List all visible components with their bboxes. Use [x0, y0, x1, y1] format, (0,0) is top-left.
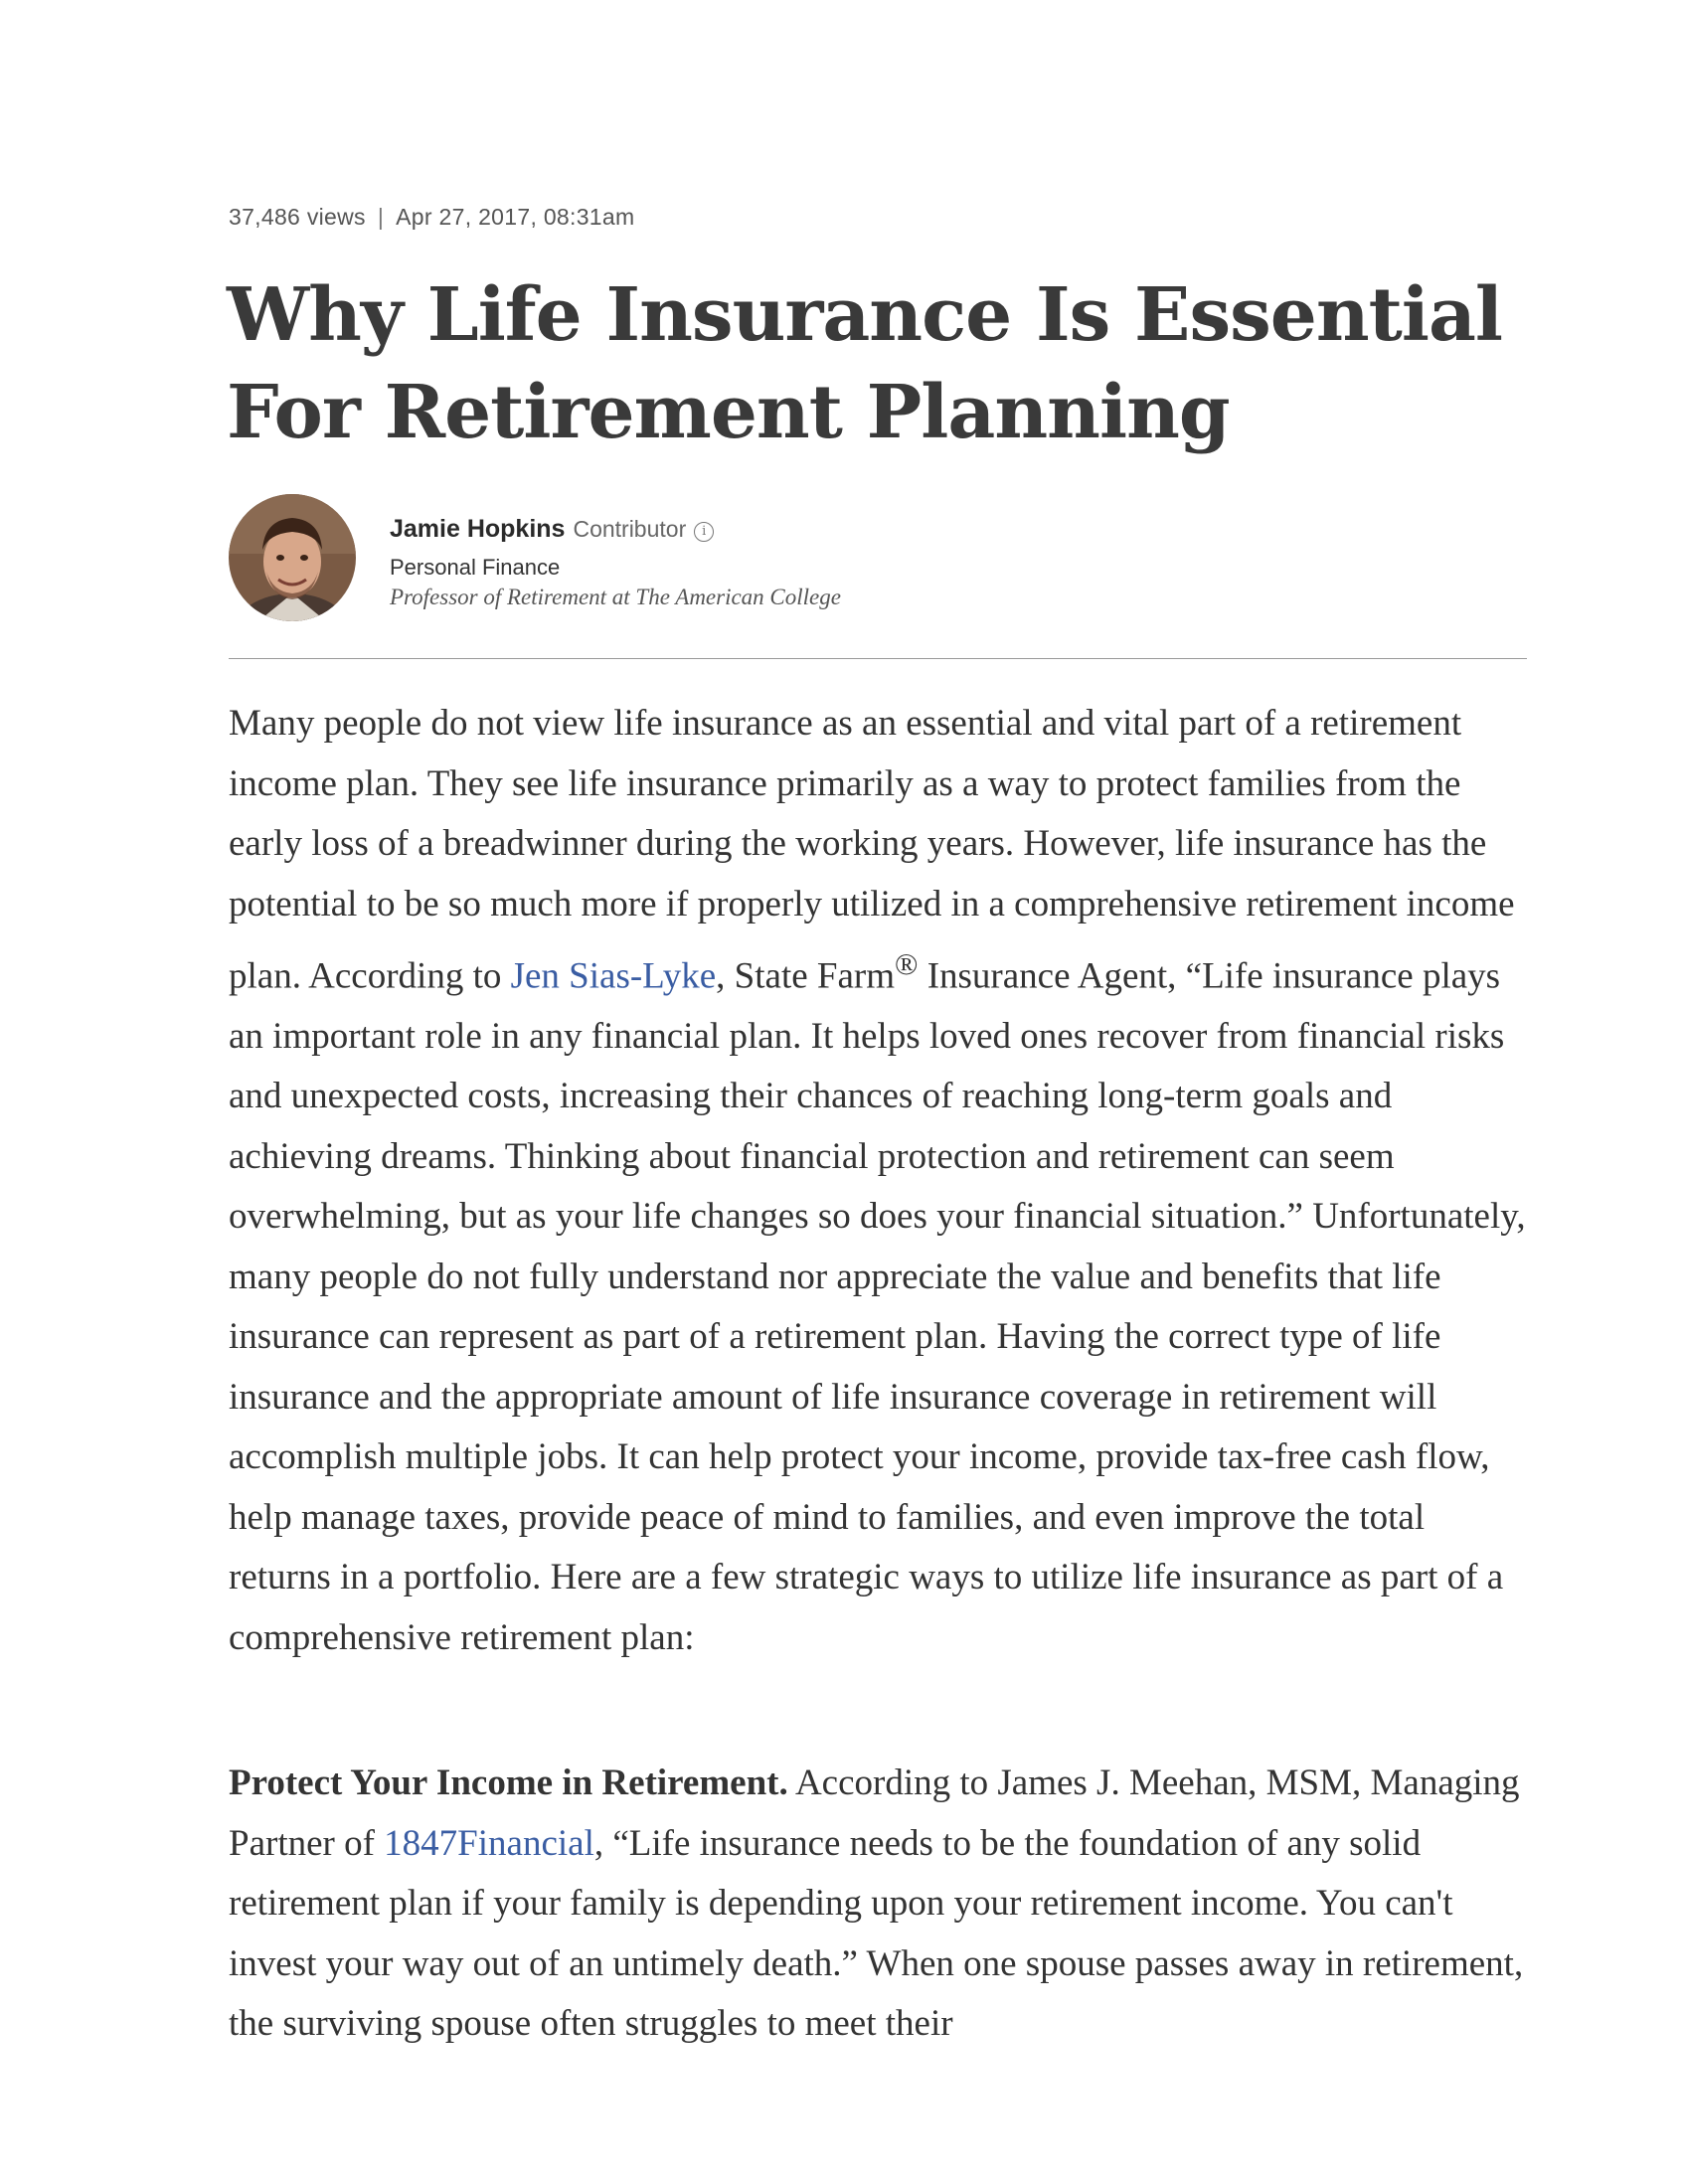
author-role: Contributor — [573, 516, 687, 542]
author-line — [390, 515, 714, 544]
paragraph-2-text-b: , “Life insurance needs to be the foundation of any solid retirement plan if your family is depending upon your retirement income. You can't invest your way out of an untimely death.” When one spouse passes away in retirement, the surviving spouse often struggles to meet their — [229, 1822, 1524, 2044]
paragraph-1-text-a: Many people do not view life insurance as an essential and vital part of a retirement income plan. They see life insurance primarily as a way to protect families from the early loss of a breadwinner during the working years. However, life insurance has the potential to be so much more if properly utilized in a comprehensive retirement income plan. According to — [229, 703, 1515, 997]
avatar-photo — [229, 494, 356, 621]
meta-separator: | — [377, 204, 385, 230]
author-bio: Professor of Retirement at The American College — [390, 585, 841, 609]
article-paragraph-1 — [229, 694, 1527, 1668]
author-section[interactable]: Personal Finance — [390, 555, 561, 580]
paragraph-2-text-a: According to James J. Meehan, MSM, Managing Partner of — [229, 1763, 1520, 1864]
article-meta — [229, 204, 634, 231]
registered-mark: ® — [895, 947, 919, 981]
1847financial-link[interactable]: 1847Financial — [384, 1822, 594, 1864]
view-count: 37,486 views — [229, 204, 366, 230]
info-icon[interactable]: i — [694, 522, 714, 542]
header-divider — [229, 658, 1527, 659]
publish-date: Apr 27, 2017, 08:31am — [396, 204, 635, 230]
author-name[interactable]: Jamie Hopkins — [390, 515, 566, 543]
article-paragraph-2 — [229, 1754, 1527, 2055]
section-heading: Protect Your Income in Retirement. — [229, 1763, 788, 1803]
article-title: Why Life Insurance Is Essential For Retirement Planning — [227, 272, 1503, 455]
jen-sias-lyke-link[interactable]: Jen Sias-Lyke — [510, 955, 717, 997]
author-avatar[interactable] — [229, 494, 356, 621]
paragraph-1-text-c: Insurance Agent, “Life insurance plays an important role in any financial plan. It helps loved ones recover from financial risks and unexpected costs, increasing their chances of reaching long-term goals and achieving dreams. Thinking about financial protection and retirement can seem overwhelming, but as your life changes so does your financial situation.” Unfortunately, many people do not fully understand nor appreciate the value and benefits that life insurance can represent as part of a retirement plan. Having the correct type of life insurance and the appropriate amount of life insurance coverage in retirement will accomplish multiple jobs. It can help protect your income, provide tax-free cash flow, help manage taxes, provide peace of mind to families, and even improve the total returns in a portfolio. Here are a few strategic ways to utilize life insurance as part of a comprehensive retirement plan: — [229, 955, 1526, 1658]
paragraph-1-text-b: , State Farm — [716, 955, 896, 997]
